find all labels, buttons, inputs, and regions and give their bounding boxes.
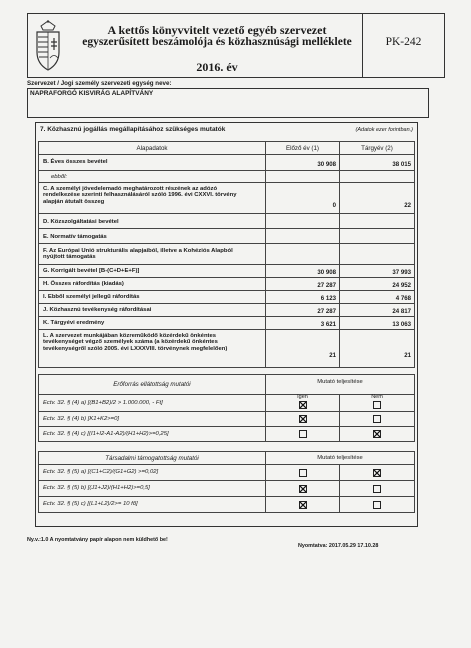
indicator-row: Ectv. 32. § (4) a) [(B1+B2)/2 > 1.000.000, - Ft] Igen Nem (38, 395, 415, 412)
yes-label: Igen (297, 394, 308, 400)
indicator-row: Ectv. 32. § (5) b) [(J1+J2)/(H1+H2)>=0,5] (38, 481, 415, 497)
resource-header-row (38, 374, 415, 395)
table-row: B. Éves összes bevétel 30 908 38 015 (38, 155, 415, 171)
social-header: Társadalmi támogatottság mutatói (105, 455, 199, 462)
footer-version-note: Ny.v.:1.0 A nyomtatvány papír alapon nem küldhető be! (27, 537, 168, 543)
indicator-row: Ectv. 32. § (5) a) [(C1+C2)/(G1+G2) >=0,02] (38, 465, 415, 481)
form-title-line2: egyszerűsített beszámolója és közhasznúsági melléklete (82, 36, 352, 48)
no-label: Nem (371, 394, 383, 400)
table-row: J. Közhasznú tevékenység ráfordításai 27 287 24 817 (38, 304, 415, 317)
no-checkbox[interactable] (373, 415, 381, 423)
no-checkbox[interactable] (373, 501, 381, 509)
no-checkbox[interactable] (373, 485, 381, 493)
form-code: PK-242 (362, 14, 444, 77)
yes-checkbox[interactable] (299, 501, 307, 509)
organization-name: NAPRAFORGÓ KISVIRÁG ALAPÍTVÁNY (30, 90, 154, 97)
section-title: 7. Közhasznú jogállás megállapításához szükséges mutatók (40, 126, 226, 133)
indicator-row: Ectv. 32. § (4) b) [K1+K2>=0] (38, 412, 415, 427)
yes-checkbox[interactable] (299, 430, 307, 438)
table-row: K. Tárgyévi eredmény 3 621 13 063 (38, 317, 415, 330)
table-row: E. Normatív támogatás (38, 229, 415, 244)
form-header (27, 13, 445, 78)
yes-checkbox[interactable] (299, 485, 307, 493)
footer-print-date: Nyomtatva: 2017.05.29 17.10.28 (298, 543, 379, 549)
table-row: C. A személyi jövedelemadó meghatározott részének az adózó rendelkezése szerinti felhasználásáról szóló 1996. évi CXXVI. törvény alapján átutalt összeg 0 22 (38, 183, 415, 214)
table-row: ebből: (38, 171, 415, 183)
table-header-row (38, 141, 415, 155)
yes-checkbox[interactable] (299, 415, 307, 423)
yes-checkbox[interactable] (299, 469, 307, 477)
indicator-row: Ectv. 32. § (5) c) [(L1+L2)/2>= 10 fő] (38, 497, 415, 513)
no-checkbox[interactable] (373, 469, 381, 477)
no-checkbox[interactable] (373, 430, 381, 438)
organization-label: Szervezet / Jogi személy szervezeti egység neve: (27, 80, 172, 87)
table-row: F. Az Európai Unió strukturális alapjaiból, illetve a Kohéziós Alapból nyújtott támogatás (38, 244, 415, 265)
social-header-row (38, 451, 415, 465)
coat-of-arms-icon (33, 20, 63, 72)
organization-box (27, 88, 429, 118)
table-row: I. Ebből személyi jellegű ráfordítás 6 123 4 768 (38, 291, 415, 304)
indicators-section (35, 122, 418, 527)
table-row: H. Összes ráfordítás (kiadás) 27 287 24 952 (38, 278, 415, 291)
indicator-row: Ectv. 32. § (4) c) [(I1+I2-A1-A2)/(H1+H2)>=0,25] (38, 427, 415, 442)
table-row: G. Korrigált bevétel [B-(C+D+E+F)] 30 908 37 993 (38, 265, 415, 278)
yes-checkbox[interactable] (299, 401, 307, 409)
table-row: D. Közszolgáltatási bevétel (38, 214, 415, 229)
form-year: 2016. év (196, 60, 238, 74)
col-header-prev: Előző év (1) (285, 145, 319, 152)
form-title-line1: A kettős könyvvitelt vezető egyéb szervezet (107, 23, 327, 37)
fulfilment-header: Mutató teljesítése (317, 455, 363, 461)
fulfilment-header: Mutató teljesítése (317, 379, 363, 385)
no-checkbox[interactable] (373, 401, 381, 409)
table-row: L. A szervezet munkájában közreműködő közérdekű önkéntes tevékenységet végző személyek száma (a közérdekű önkéntes tevékenységről szóló 2005. évi LXXXVIII. törvénynek megfelelően) 21 21 (38, 330, 415, 368)
resource-header: Erőforrás ellátottság mutatói (113, 381, 191, 388)
col-header-base: Alapadatok (136, 145, 168, 152)
col-header-cur: Tárgyév (2) (361, 145, 393, 152)
section-note: (Adatok ezer forintban.) (355, 127, 413, 133)
